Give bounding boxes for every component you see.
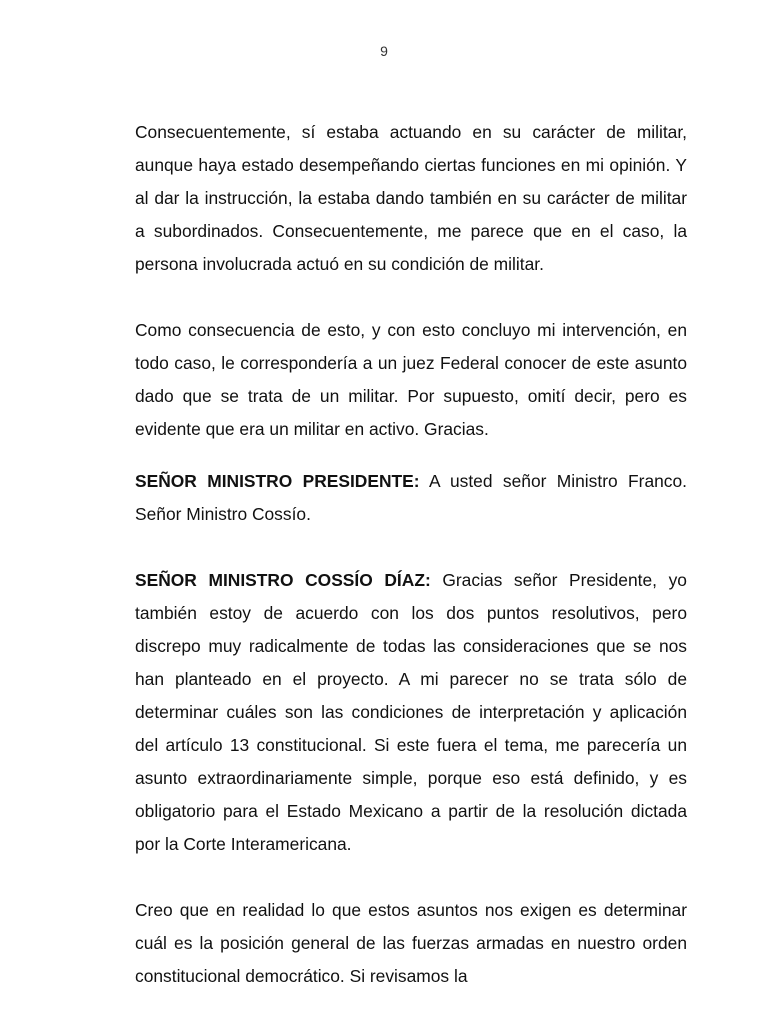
speaker-label: SEÑOR MINISTRO PRESIDENTE:: [135, 471, 420, 491]
paragraph-text: A usted señor Ministro Franco. Señor Ministro Cossío.: [135, 471, 687, 524]
paragraph-2: [135, 314, 687, 446]
speaker-label: SEÑOR MINISTRO COSSÍO DÍAZ:: [135, 570, 431, 590]
paragraph-4: [135, 564, 687, 861]
document-body: [135, 116, 687, 993]
page-number: 9: [380, 43, 388, 59]
paragraph-text: Consecuentemente, sí estaba actuando en su carácter de militar, aunque haya estado desempeñando ciertas funciones en mi opinión. Y al dar la instrucción, la estaba dando también en su carácter de militar a subordinados. Consecuentemente, me parece que en el caso, la persona involucrada actuó en su condición de militar.: [135, 122, 687, 274]
paragraph-text: Gracias señor Presidente, yo también estoy de acuerdo con los dos puntos resolutivos, pero discrepo muy radicalmente de todas las consideraciones que se nos han planteado en el proyecto. A mi parecer no se trata sólo de determinar cuáles son las condiciones de interpretación y aplicación del artículo 13 constitucional. Si este fuera el tema, me parecería un asunto extraordinariamente simple, porque eso está definido, y es obligatorio para el Estado Mexicano a partir de la resolución dictada por la Corte Interamericana.: [135, 570, 687, 854]
paragraph-text: Como consecuencia de esto, y con esto concluyo mi intervención, en todo caso, le correspondería a un juez Federal conocer de este asunto dado que se trata de un militar. Por supuesto, omití decir, pero es evidente que era un militar en activo. Gracias.: [135, 320, 687, 439]
paragraph-5: [135, 894, 687, 993]
paragraph-text: Creo que en realidad lo que estos asuntos nos exigen es determinar cuál es la posición general de las fuerzas armadas en nuestro orden constitucional democrático. Si revisamos la: [135, 900, 687, 986]
paragraph-3: [135, 465, 687, 531]
paragraph-1: [135, 116, 687, 281]
